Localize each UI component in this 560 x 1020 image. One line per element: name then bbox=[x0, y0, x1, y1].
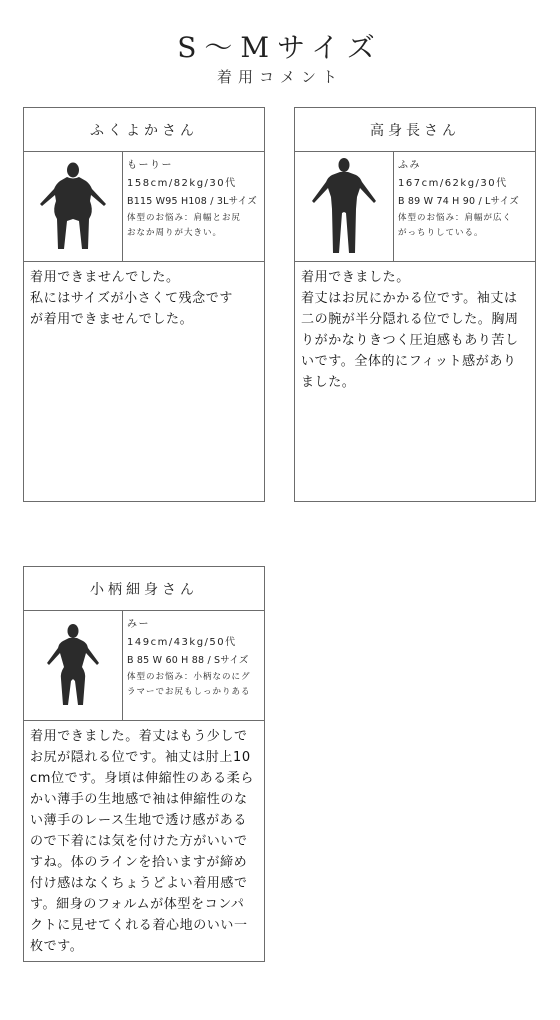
model-card-petite bbox=[23, 566, 265, 962]
silhouette-cell bbox=[295, 152, 394, 261]
model-name: みー bbox=[127, 619, 150, 630]
model-name: ふみ bbox=[398, 160, 421, 171]
model-stats: 167cm/62kg/30代 bbox=[398, 178, 508, 189]
card-category: 高身長さん bbox=[295, 108, 535, 152]
profile-info bbox=[123, 611, 264, 720]
wear-comment: 着用できました。 着丈はお尻にかかる位です。袖丈は 二の腕が半分隠れる位でした。胸周 りがかなりきつく圧迫感もあり苦し いです。全体的にフィット感があり ました。 bbox=[301, 270, 519, 390]
silhouette-cell bbox=[24, 611, 123, 720]
card-profile bbox=[24, 611, 264, 721]
card-profile bbox=[295, 152, 535, 262]
body-concern-line2: がっちりしている。 bbox=[398, 228, 484, 238]
model-stats: 149cm/43kg/50代 bbox=[127, 637, 237, 648]
profile-info bbox=[394, 152, 535, 261]
model-stats: 158cm/82kg/30代 bbox=[127, 178, 237, 189]
body-concern-line2: おなか周りが大きい。 bbox=[127, 228, 223, 238]
petite-figure-icon bbox=[43, 623, 103, 709]
model-measurements: B 85 W 60 H 88 / Sサイズ bbox=[127, 655, 249, 666]
page-subtitle: 着用コメント bbox=[216, 68, 343, 86]
body-concern-line1: 体型のお悩み：肩幅とお尻 bbox=[127, 213, 242, 223]
wear-comment: 着用できました。着丈はもう少しで お尻が隠れる位です。袖丈は肘上10 cm位です。身頃は伸縮性のある柔ら かい薄手の生地感で袖は伸縮性のな い薄手のレース生地で透け感がある ので下着には気を付けた方がいいで すね。体のラインを拾いますが締め 付け感はなくちょうどよい着用感で す。細身のフォルムが体型をコンパ クトに見せてくれる着心地のいい一 枚です。 bbox=[30, 729, 254, 954]
model-card-tall bbox=[294, 107, 536, 502]
wear-comment: 着用できませんでした。 私にはサイズが小さくて残念です が着用できませんでした。 bbox=[30, 270, 233, 327]
card-category: ふくよかさん bbox=[24, 108, 264, 152]
body-concern-line1: 体型のお悩み：小柄なのにグ bbox=[127, 672, 251, 682]
card-profile bbox=[24, 152, 264, 262]
body-concern-line1: 体型のお悩み：肩幅が広く bbox=[398, 213, 513, 223]
page-title: S～Mサイズ bbox=[177, 31, 383, 64]
model-name: もーりー bbox=[127, 160, 173, 171]
model-measurements: B115 W95 H108 / 3Lサイズ bbox=[127, 196, 257, 207]
silhouette-cell bbox=[24, 152, 123, 261]
model-measurements: B 89 W 74 H 90 / Lサイズ bbox=[398, 196, 519, 207]
model-card-plump bbox=[23, 107, 265, 502]
tall-figure-icon bbox=[309, 157, 379, 257]
profile-info bbox=[123, 152, 264, 261]
card-category: 小柄細身さん bbox=[24, 567, 264, 611]
body-concern-line2: ラマーでお尻もしっかりある bbox=[127, 687, 251, 697]
plump-figure-icon bbox=[38, 161, 108, 253]
